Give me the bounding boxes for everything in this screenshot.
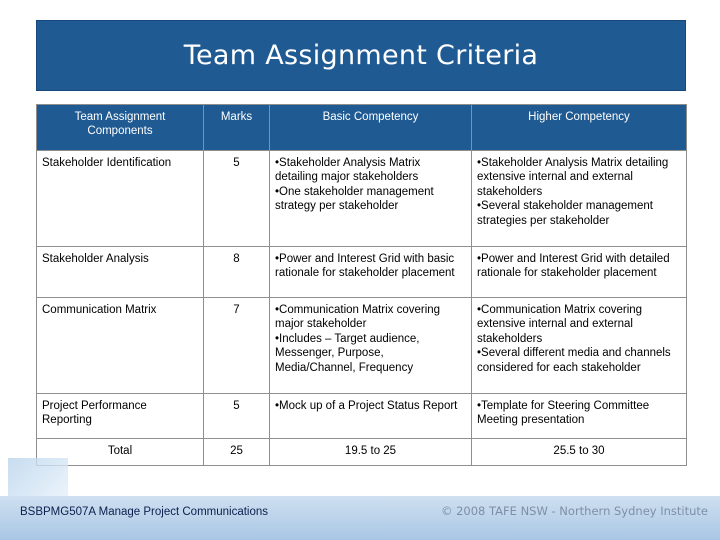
- list-item: •Power and Interest Grid with basic rationale for stakeholder placement: [275, 253, 455, 280]
- table-row: [37, 151, 687, 247]
- list-item: •Several stakeholder management strategies per stakeholder: [477, 200, 653, 227]
- list-item: •Stakeholder Analysis Matrix detailing extensive internal and external stakeholders: [477, 157, 669, 198]
- component-cell: Project Performance Reporting: [37, 394, 204, 439]
- basic-cell: [270, 151, 472, 247]
- title-banner: [36, 20, 686, 91]
- column-header: Team Assignment Components: [37, 105, 204, 151]
- basic-cell: [270, 298, 472, 394]
- higher-cell: [472, 298, 687, 394]
- table-header-row: [37, 105, 687, 151]
- list-item: •Stakeholder Analysis Matrix detailing major stakeholders: [275, 157, 421, 184]
- table-row: [37, 394, 687, 439]
- total-basic: 19.5 to 25: [270, 439, 472, 466]
- basic-cell: [270, 247, 472, 298]
- list-item: •Communication Matrix covering major stakeholder: [275, 304, 441, 331]
- marks-cell: 8: [204, 247, 270, 298]
- component-cell: Stakeholder Identification: [37, 151, 204, 247]
- total-row: [37, 439, 687, 466]
- column-header: Basic Competency: [270, 105, 472, 151]
- marks-cell: 5: [204, 151, 270, 247]
- component-cell: Communication Matrix: [37, 298, 204, 394]
- column-header: Higher Competency: [472, 105, 687, 151]
- footer-bar: [0, 496, 720, 540]
- decorative-graphic: [8, 458, 68, 496]
- list-item: •Includes – Target audience, Messenger, Purpose, Media/Channel, Frequency: [275, 332, 420, 374]
- list-item: •Power and Interest Grid with detailed rationale for stakeholder placement: [477, 253, 670, 280]
- slide-title: Team Assignment Criteria: [183, 40, 539, 71]
- list-item: •Mock up of a Project Status Report: [275, 400, 458, 412]
- table-row: [37, 247, 687, 298]
- course-title: BSBPMG507A Manage Project Communications: [20, 506, 269, 518]
- component-cell: Stakeholder Analysis: [37, 247, 204, 298]
- list-item: •One stakeholder management strategy per stakeholder: [275, 185, 434, 213]
- marks-cell: 5: [204, 394, 270, 439]
- criteria-table: [36, 104, 687, 466]
- higher-cell: [472, 247, 687, 298]
- table-row: [37, 298, 687, 394]
- list-item: •Several different media and channels considered for each stakeholder: [477, 347, 671, 374]
- higher-cell: [472, 151, 687, 247]
- total-label: Total: [37, 439, 204, 466]
- copyright-text: © 2008 TAFE NSW - Northern Sydney Institute: [440, 504, 708, 518]
- marks-cell: 7: [204, 298, 270, 394]
- basic-cell: [270, 394, 472, 439]
- total-marks: 25: [204, 439, 270, 466]
- total-higher: 25.5 to 30: [472, 439, 687, 466]
- column-header: Marks: [204, 105, 270, 151]
- list-item: •Communication Matrix covering extensive internal and external stakeholders: [477, 304, 643, 345]
- higher-cell: [472, 394, 687, 439]
- list-item: •Template for Steering Committee Meeting presentation: [477, 400, 650, 427]
